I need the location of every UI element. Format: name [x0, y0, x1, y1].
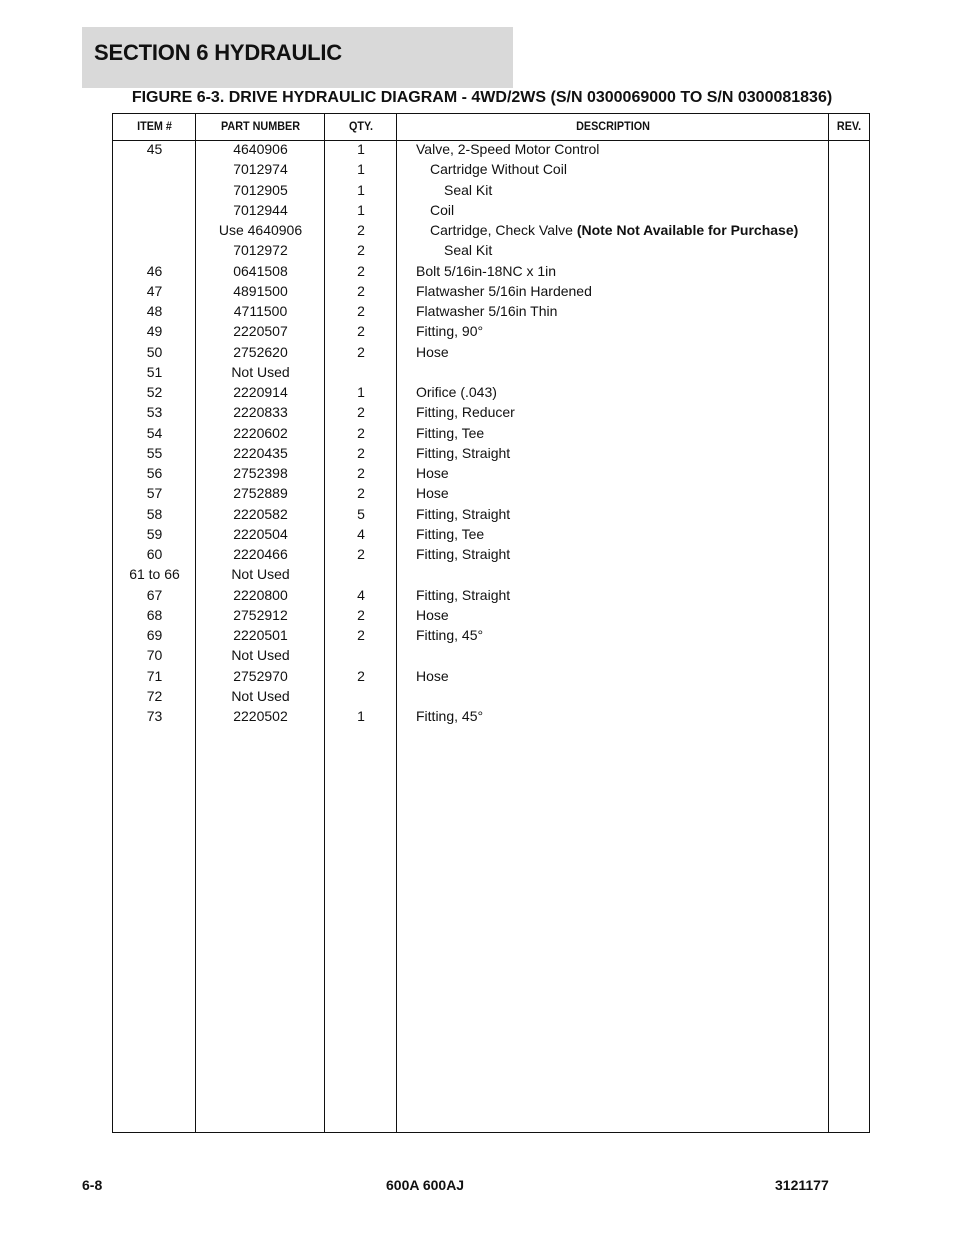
item-number: 56	[146, 465, 163, 481]
description-text: Seal Kit	[444, 242, 493, 259]
table-row	[113, 607, 869, 627]
item-number: 68	[146, 606, 163, 623]
description	[416, 283, 592, 299]
part-number: 2752398	[233, 465, 288, 481]
item-number: 50	[146, 343, 163, 360]
part-number: 2220800	[233, 586, 288, 603]
table-row	[113, 222, 869, 242]
table-row	[113, 283, 869, 303]
item-number: 73	[146, 708, 163, 724]
header-part-number: PART NUMBER	[220, 119, 301, 133]
header-qty: QTY.	[348, 119, 373, 133]
description	[416, 344, 449, 360]
description	[416, 627, 483, 643]
description-text: Cartridge, Check Valve	[430, 222, 577, 238]
quantity: 2	[357, 546, 365, 562]
item-number: 46	[146, 262, 163, 279]
quantity: 2	[357, 606, 365, 623]
table-row	[113, 303, 869, 323]
part-number: Not Used	[231, 647, 290, 664]
table-row	[113, 688, 869, 708]
item-number: 45	[146, 141, 163, 157]
quantity: 4	[357, 525, 365, 542]
table-row	[113, 647, 869, 667]
item-number: 47	[146, 282, 163, 299]
description-text: Fitting, Tee	[416, 525, 485, 542]
section-title: SECTION 6 HYDRAULIC	[82, 27, 513, 88]
part-number: 2220504	[233, 525, 288, 542]
table-row	[113, 364, 869, 384]
table-row	[113, 546, 869, 566]
quantity: 2	[357, 485, 365, 502]
description	[430, 161, 567, 177]
table-row	[113, 668, 869, 688]
description-text: Hose	[416, 606, 449, 623]
header-description: DESCRIPTION	[576, 119, 650, 133]
description-text: Flatwasher 5/16in Thin	[416, 303, 558, 319]
table-row	[113, 526, 869, 546]
description	[416, 607, 449, 623]
quantity: 2	[357, 303, 365, 319]
item-number: 67	[146, 586, 163, 603]
part-number: Use 4640906	[218, 222, 303, 238]
table-row	[113, 384, 869, 404]
part-number: 7012944	[233, 201, 288, 218]
quantity: 2	[357, 404, 365, 421]
description	[416, 506, 510, 522]
table-row	[113, 263, 869, 283]
quantity: 1	[357, 161, 365, 178]
description	[416, 323, 483, 339]
quantity: 2	[357, 667, 365, 684]
part-number: 4711500	[233, 303, 288, 319]
table-row	[113, 404, 869, 424]
quantity: 2	[357, 282, 365, 299]
description-text: Coil	[430, 201, 455, 218]
header-item: ITEM #	[137, 119, 172, 133]
footer-doc-number: 3121177	[775, 1177, 829, 1193]
part-number: 2220914	[233, 384, 288, 400]
table-row	[113, 627, 869, 647]
part-number: 2220833	[233, 404, 288, 421]
description-text: Fitting, Tee	[416, 424, 485, 441]
description-text: Fitting, Straight	[416, 586, 511, 603]
quantity: 2	[357, 262, 365, 279]
part-number: 4891500	[233, 282, 288, 299]
table-row	[113, 344, 869, 364]
item-number: 60	[146, 546, 163, 562]
description	[416, 141, 599, 157]
part-number: Not Used	[231, 687, 290, 704]
part-number: 4640906	[233, 141, 288, 157]
parts-table	[112, 113, 870, 1133]
item-number: 49	[146, 323, 163, 340]
part-number: 7012972	[233, 242, 288, 259]
description-text: Fitting, Straight	[416, 505, 511, 522]
quantity: 4	[357, 586, 365, 603]
item-number: 69	[146, 627, 163, 643]
part-number: 2220501	[233, 627, 288, 643]
part-number: 2220466	[233, 546, 288, 562]
item-number: 54	[146, 424, 163, 441]
table-row	[113, 141, 869, 161]
description-text: Hose	[416, 667, 449, 684]
part-number: 2752912	[233, 606, 288, 623]
quantity: 2	[357, 627, 365, 643]
description	[416, 587, 510, 603]
description	[416, 404, 515, 420]
table-row	[113, 445, 869, 465]
table-row	[113, 202, 869, 222]
item-number: 58	[146, 505, 163, 522]
table-row	[113, 323, 869, 343]
description	[444, 242, 492, 258]
description-note: (Note Not Available for Purchase)	[576, 222, 799, 238]
description-text: Hose	[416, 343, 449, 360]
part-number: 7012905	[233, 181, 288, 198]
table-row	[113, 182, 869, 202]
description	[430, 202, 454, 218]
part-number: 2220602	[233, 424, 288, 441]
description	[416, 445, 510, 461]
item-number: 57	[146, 485, 163, 502]
table-row	[113, 587, 869, 607]
description-text: Flatwasher 5/16in Hardened	[416, 282, 592, 299]
part-number: 2220502	[233, 708, 288, 724]
item-number: 53	[146, 404, 163, 421]
item-number: 52	[146, 384, 163, 400]
header-rev: REV.	[836, 119, 862, 133]
quantity: 2	[357, 444, 365, 461]
table-header	[113, 114, 869, 141]
description-text: Hose	[416, 465, 449, 481]
description-text: Fitting, Reducer	[416, 404, 515, 421]
footer-page-number: 6-8	[82, 1177, 103, 1193]
table-row	[113, 506, 869, 526]
quantity: 1	[357, 708, 365, 724]
description-text: Bolt 5/16in-18NC x 1in	[416, 262, 557, 279]
description	[416, 263, 556, 279]
quantity: 5	[357, 505, 365, 522]
description	[416, 384, 497, 400]
description	[416, 526, 484, 542]
item-number: 59	[146, 525, 163, 542]
part-number: 2752889	[233, 485, 288, 502]
description	[416, 485, 449, 501]
quantity: 2	[357, 242, 365, 259]
part-number: Not Used	[231, 363, 290, 380]
description-text: Fitting, Straight	[416, 444, 511, 461]
description	[416, 465, 449, 481]
part-number: 2752620	[233, 343, 288, 360]
quantity: 2	[357, 424, 365, 441]
description-text: Seal Kit	[444, 181, 493, 198]
table-row	[113, 566, 869, 586]
description	[416, 303, 557, 319]
item-number: 71	[146, 667, 163, 684]
table-row	[113, 242, 869, 262]
quantity: 1	[357, 181, 365, 198]
quantity: 2	[357, 465, 365, 481]
quantity: 2	[357, 323, 365, 340]
description-text: Cartridge Without Coil	[430, 161, 567, 178]
description	[416, 546, 510, 562]
table-row	[113, 708, 869, 728]
description	[430, 222, 798, 238]
table-row	[113, 425, 869, 445]
description-text: Hose	[416, 485, 449, 502]
table-body	[113, 141, 869, 728]
description-text: Valve, 2-Speed Motor Control	[416, 141, 600, 157]
part-number: 2220582	[233, 505, 288, 522]
description-text: Fitting, Straight	[416, 546, 511, 562]
item-number: 51	[146, 363, 163, 380]
description	[416, 708, 483, 724]
quantity: 1	[357, 384, 365, 400]
part-number: 0641508	[233, 262, 288, 279]
description-text: Fitting, 45°	[416, 708, 484, 724]
description	[416, 425, 484, 441]
item-number: 70	[146, 647, 163, 664]
quantity: 1	[357, 201, 365, 218]
figure-title: FIGURE 6-3. DRIVE HYDRAULIC DIAGRAM - 4WD/2WS (S/N 0300069000 TO S/N 0300081836)	[131, 89, 833, 106]
quantity: 2	[357, 222, 365, 238]
table-row	[113, 161, 869, 181]
table-row	[113, 465, 869, 485]
table-row	[113, 485, 869, 505]
footer-model: 600A 600AJ	[386, 1177, 465, 1193]
item-number: 72	[146, 687, 163, 704]
description	[444, 182, 492, 198]
part-number: 7012974	[233, 161, 288, 178]
description-text: Fitting, 45°	[416, 627, 484, 643]
description-text: Orifice (.043)	[416, 384, 497, 400]
description	[416, 668, 449, 684]
part-number: 2752970	[233, 667, 288, 684]
item-number: 61 to 66	[129, 566, 180, 583]
part-number: Not Used	[231, 566, 290, 583]
part-number: 2220507	[233, 323, 288, 340]
description-text: Fitting, 90°	[416, 323, 484, 340]
quantity: 1	[357, 141, 365, 157]
item-number: 48	[146, 303, 163, 319]
item-number: 55	[146, 444, 163, 461]
part-number: 2220435	[233, 444, 288, 461]
quantity: 2	[357, 343, 365, 360]
